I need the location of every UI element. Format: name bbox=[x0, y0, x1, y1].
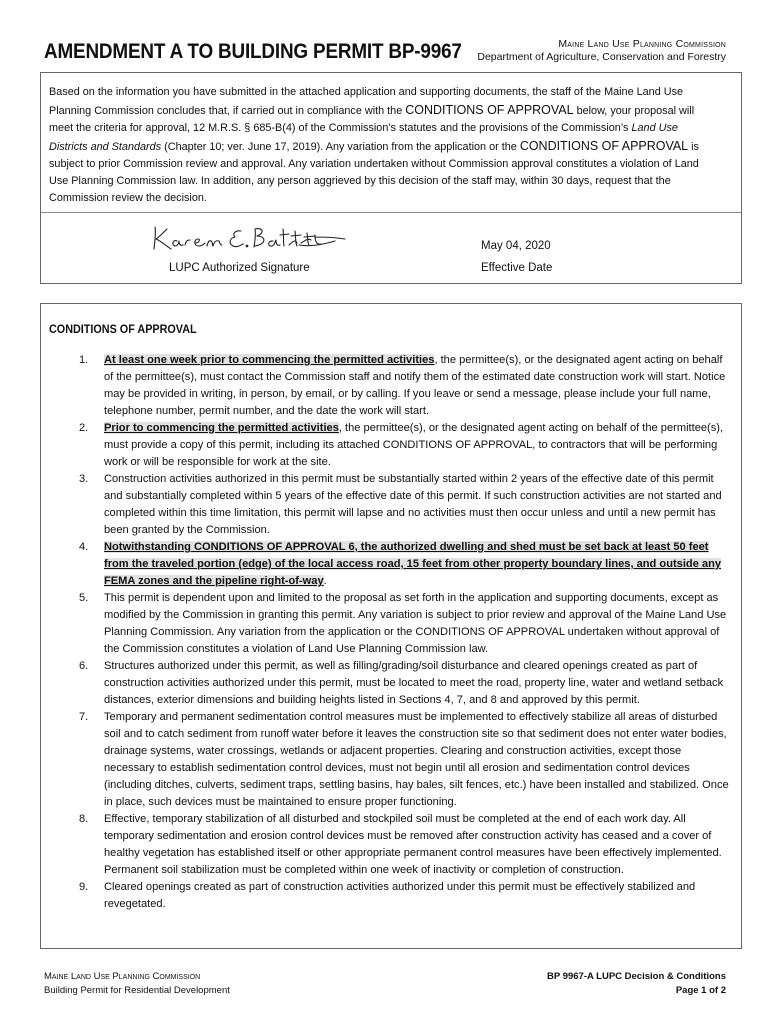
intro-italic: Land Use Districts and Standards bbox=[49, 122, 678, 153]
condition-item bbox=[41, 352, 734, 420]
condition-number: 9. bbox=[79, 881, 89, 893]
condition-item bbox=[41, 471, 734, 539]
conditions-list bbox=[41, 352, 743, 913]
condition-text: This permit is dependent upon and limited to the proposal as set forth in the application and supporting documents, except as modified by the Commission in granting this permit. Any variation is subject to prior review and approval of the Maine Land Use Planning Commission. Any variation from the application or the CONDITIONS OF APPROVAL undertaken without approval of the Commission constitutes a violation of Land Use Planning Commission law. bbox=[104, 592, 727, 655]
condition-item bbox=[41, 658, 734, 709]
condition-item bbox=[41, 420, 734, 471]
condition-number: 1. bbox=[79, 354, 89, 366]
condition-text: Temporary and permanent sedimentation control measures must be implemented to effectively stabilize all areas of disturbed soil and to catch sediment from runoff water before it leaves the construction site so that sediment does not enter water bodies, drainage systems, water crossings, wetlands or adjacent properties. Clearing and construction activities, except those necessary to establish sedimentation control devices, must not begin until all erosion and sedimentation control devices (including ditches, culverts, sediment traps, settling basins, hay bales, silt fences, etc.) have been installed and stabilized. Once in place, such devices must be maintained to ensure proper functioning. bbox=[104, 711, 729, 808]
decision-box bbox=[40, 72, 742, 284]
condition-lead: Notwithstanding CONDITIONS OF APPROVAL 6, the authorized dwelling and shed must be set back at least 50 feet from the traveled portion (edge) of the local access road, 15 feet from other property boundary lines, and outside any FEMA zones and the pipeline right-of-way bbox=[104, 541, 722, 587]
intro-coa-1: CONDITIONS OF APPROVAL bbox=[405, 102, 574, 117]
document-title: AMENDMENT A TO BUILDING PERMIT BP-9967 bbox=[44, 40, 462, 63]
condition-number: 6. bbox=[79, 660, 89, 672]
condition-text: Construction activities authorized in this permit must be substantially started within 2 years of the effective date of this permit and substantially completed within 5 years of the effective date of this permit. If such construction activities are not started and completed within this time limitation, this permit will lapse and no activities must then occur unless and until a new permit has been granted by the Commission. bbox=[104, 473, 722, 536]
condition-number: 2. bbox=[79, 422, 89, 434]
conditions-box bbox=[40, 303, 742, 949]
condition-item bbox=[41, 590, 734, 658]
condition-item bbox=[41, 709, 734, 811]
section-divider bbox=[41, 212, 741, 213]
condition-number: 8. bbox=[79, 813, 89, 825]
condition-text: , the permittee(s), or the designated agent acting on behalf of the permittee(s), must contact the Commission staff and notify them of the estimated date construction work will start. Notice may be provided in writing, in person, by email, or by calling. If you leave or send a message, please include your full name, telephone number, permit number, and the date the work will start. bbox=[104, 354, 726, 417]
condition-number: 7. bbox=[79, 711, 89, 723]
condition-text: , the permittee(s), or the designated agent acting on behalf of the permittee(s), must provide a copy of this permit, including its attached CONDITIONS OF APPROVAL, to contractors that will be performing work or will be responsible for work at the site. bbox=[104, 422, 724, 468]
intro-paragraph bbox=[49, 84, 708, 207]
condition-text: . bbox=[323, 575, 327, 587]
page-number: Page 1 of 2 bbox=[675, 985, 726, 996]
footer-left bbox=[44, 970, 230, 998]
condition-lead: Prior to commencing the permitted activities bbox=[104, 422, 339, 434]
condition-number: 4. bbox=[79, 541, 89, 553]
intro-coa-2: CONDITIONS OF APPROVAL bbox=[519, 138, 689, 153]
condition-lead: At least one week prior to commencing the permitted activities bbox=[104, 354, 435, 366]
signature-label: LUPC Authorized Signature bbox=[169, 262, 310, 274]
condition-item bbox=[41, 879, 734, 913]
footer-doc-ref: BP 9967-A LUPC Decision & Conditions bbox=[547, 971, 726, 982]
effective-date-label: Effective Date bbox=[481, 262, 553, 274]
conditions-heading: CONDITIONS OF APPROVAL bbox=[49, 322, 197, 336]
effective-date-value: May 04, 2020 bbox=[481, 240, 551, 252]
department-name: Department of Agriculture, Conservation and Forestry bbox=[477, 51, 726, 63]
condition-text: Effective, temporary stabilization of all disturbed and stockpiled soil must be completed at the end of each work day. All temporary sedimentation and erosion control devices must be removed after construction activity has ceased and a cover of healthy vegetation has established itself or other appropriate permanent control measures have been effectively implemented. Permanent soil stabilization must be completed within one week of inactivity or completion of construction. bbox=[104, 813, 722, 876]
handwritten-signature bbox=[149, 221, 349, 255]
intro-text-4: is subject to prior Commission review and approval. Any variation undertaken without Commission approval constitutes a violation of Land Use Planning Commission law. In addition, any person aggrieved by this decision of the staff may, within 30 days, request that the Commission review the decision. bbox=[49, 141, 699, 204]
footer-right bbox=[547, 970, 726, 998]
condition-text: Cleared openings created as part of construction activities authorized under this permit must be effectively stabilized and revegetated. bbox=[104, 881, 696, 910]
intro-text-3: (Chapter 10; ver. June 17, 2019). Any variation from the application or the bbox=[161, 141, 520, 153]
footer-agency: Maine Land Use Planning Commission bbox=[44, 971, 201, 982]
condition-number: 3. bbox=[79, 473, 89, 485]
footer-subtitle: Building Permit for Residential Development bbox=[44, 985, 230, 996]
condition-text: Structures authorized under this permit, as well as filling/grading/soil disturbance and cleared openings created as part of construction activities authorized under this permit, must be located to meet the road, property line, water and wetland setback distances, exterior dimensions and building heights listed in Sections 4, 7, and 8 and approved by this permit. bbox=[104, 660, 724, 706]
condition-item bbox=[41, 539, 734, 590]
condition-number: 5. bbox=[79, 592, 89, 604]
condition-item bbox=[41, 811, 734, 879]
agency-name: Maine Land Use Planning Commission bbox=[558, 38, 726, 50]
intro-text-1: Based on the information you have submitted in the attached application and supporting documents, the staff of the Maine Land Use Planning Commission concludes that, if carried out in compliance with the bbox=[49, 86, 684, 117]
agency-block bbox=[477, 38, 726, 64]
intro-text-2: below, your proposal will meet the criteria for approval, 12 M.R.S. § 685-B(4) of the Commission’s statutes and the provisions of the Commission’s bbox=[49, 105, 695, 134]
